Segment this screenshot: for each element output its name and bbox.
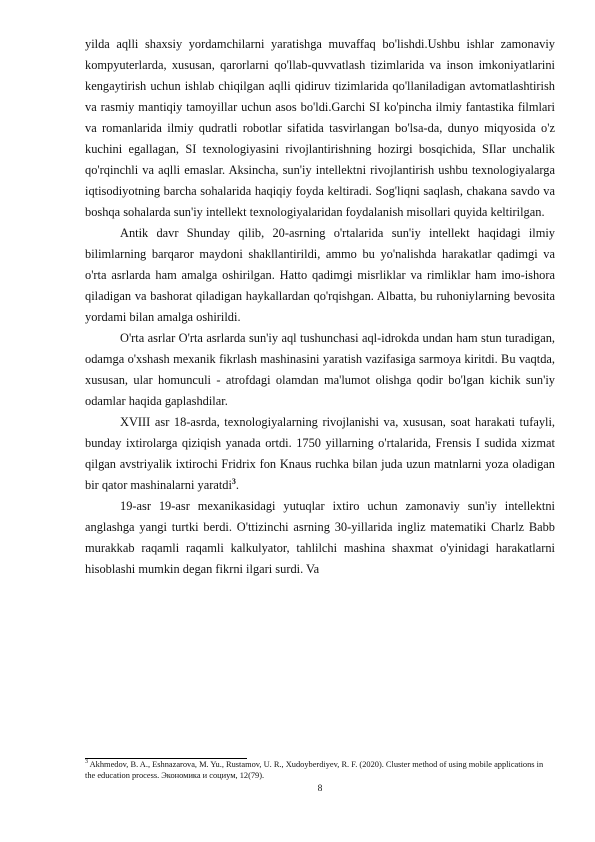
body-text	[85, 34, 555, 580]
paragraph-3: O'rta asrlar O'rta asrlarda sun'iy aql tushunchasi aql-idrokda undan ham stun turadigan, odamga o'xshash mexanik fikrlash mashinasini yaratish vazifasiga sarmoya kiritdi. Bu vaqtda, xususan, ular homunculi - atrofdagi olamdan ma'lumot olishga qodir bo'lgan kichik sun'iy odamlar haqida gaplashdilar.	[85, 331, 555, 408]
paragraph-1: yilda aqlli shaxsiy yordamchilarni yaratishga muvaffaq bo'lishdi.Ushbu ishlar zamonaviy kompyuterlarda, xususan, qarorlarni qo'llab-quvvatlash tizimlarida va inson imkoniyatlarini kengaytirish uchun ishlab chiqilgan aqlli qidiruv tizimlarida qo'llaniladigan avtomatlashtirish va rasmiy mantiqiy tamoyillar uchun asos bo'ldi.Garchi SI ko'pincha ilmiy fantastika filmlari va romanlarida ilmiy qudratli robotlar sifatida tasvirlangan bo'lsa-da, dunyo miqyosida o'z kuchini egallagan, SI texnologiyasini rivojlantirishning hozirgi bosqichida, SIlar unchalik qo'rqinchli va aqlli emaslar. Aksincha, sun'iy intellektni rivojlantirish ushbu texnologiyalarga iqtisodiyotning barcha sohalarida haqiqiy foyda keltiradi. Sog'liqni saqlash, chakana savdo va boshqa sohalarda sun'iy intellekt texnologiyalaridan foydalanish misollari quyida keltirilgan.	[85, 37, 555, 219]
paragraph-2: Antik davr Shunday qilib, 20-asrning o'rtalarida sun'iy intellekt haqidagi ilmiy bilimlarning barqaror maydoni shakllantirildi, ammo bu yo'nalishda harakatlar qadimgi va o'rta asrlarda ham amalga oshirilgan. Hatto qadimgi misrliklar va rimliklar ham imo-ishora qiladigan va bashorat qiladigan haykallardan qo'rqishgan. Albatta, bu ruhoniylarning bevosita yordami bilan amalga oshirildi.	[85, 226, 555, 324]
paragraph-4: XVIII asr 18-asrda, texnologiyalarning rivojlanishi va, xususan, soat harakati tufayli, bunday ixtirolarga qiziqish yanada ortdi. 1750 yillarning o'rtalarida, Frensis I sudida xizmat qilgan avstriyalik ixtirochi Fridrix fon Knaus ruchka bilan juda uzun matnlarni yoza oladigan bir qator mashinalarni yaratdi$^3$.	[85, 415, 555, 492]
footnote	[85, 760, 555, 781]
footnote-text: Akhmedov, B. A., Eshnazarova, M. Yu., Rustamov, U. R., Xudoyberdiyev, R. F. (2020). Cluster method of using mobile applications in the education process. Экономика и социум, 12(79).	[85, 760, 544, 780]
page-number: 8	[317, 784, 323, 794]
footnote-reference[interactable]: 3	[231, 476, 236, 486]
paragraph-4-text: XVIII asr 18-asrda, texnologiyalarning rivojlanishi va, xususan, soat harakati tufayli, bunday ixtirolarga qiziqish yanada ortdi. 1750 yillarning o'rtalarida, Frensis I sudida xizmat qilgan avstriyalik ixtirochi Fridrix fon Knaus ruchka bilan juda uzun matnlarni yoza oladigan bir qator mashinalarni yaratdi	[85, 415, 555, 492]
paragraph-5: 19-asr 19-asr mexanikasidagi yutuqlar ixtiro uchun zamonaviy sun'iy intellektni anglashga yangi turtki berdi. O'ttizinchi asrning 30-yillarida ingliz matematiki Charlz Babb murakkab raqamli raqamli kalkulyator, tahlilchi mashina shaxmat o'yinidagi harakatlarni hisoblashi mumkin degan fikrni ilgari surdi. Va	[85, 499, 555, 576]
footnote-marker: 3	[85, 759, 88, 766]
footnote-divider	[85, 758, 247, 759]
